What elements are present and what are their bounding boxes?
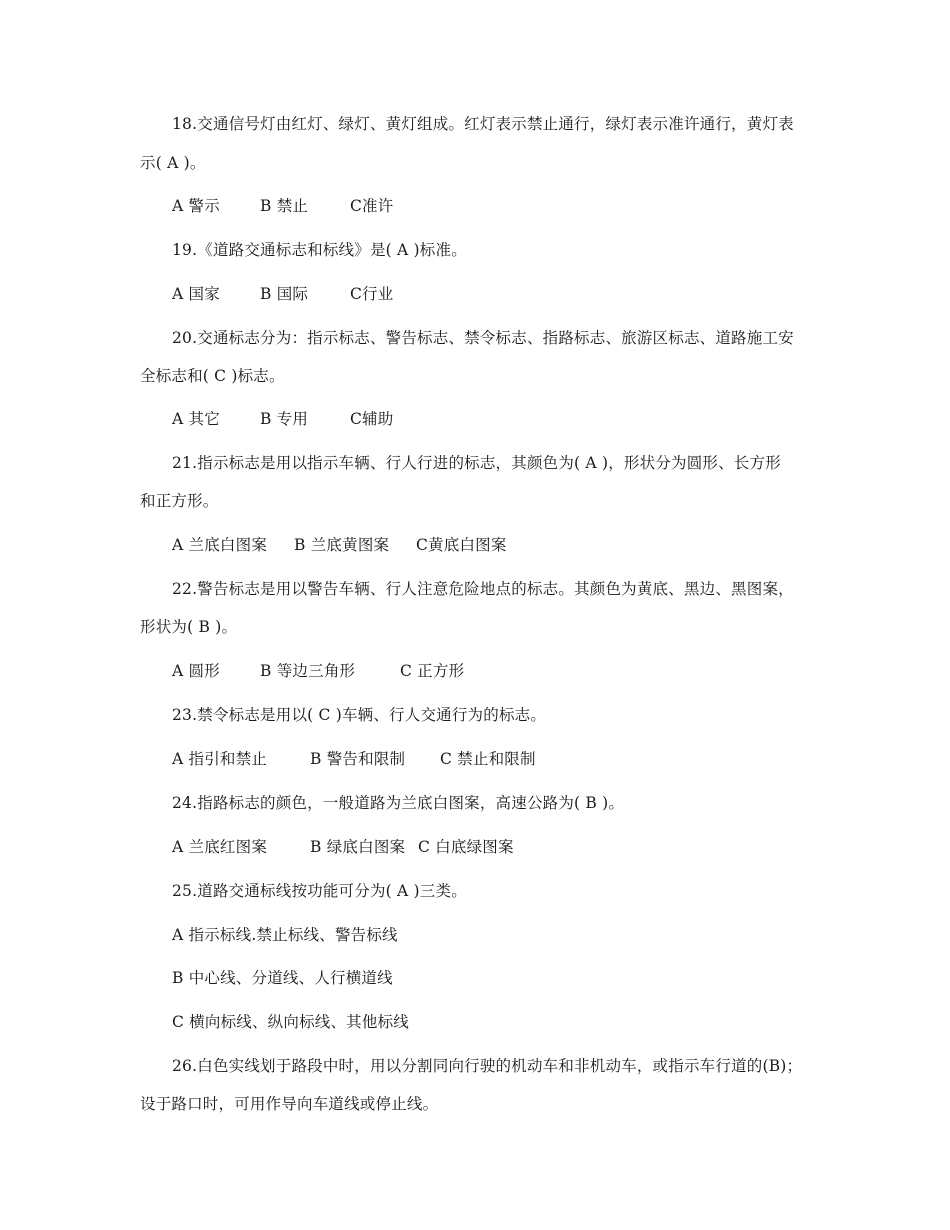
question-19-stem: 19.《道路交通标志和标线》是( A )标准。 (172, 241, 467, 259)
question-25-stem: 25.道路交通标线按功能可分为( A )三类。 (172, 882, 467, 900)
question-25-option-c: C 横向标线、纵向标线、其他标线 (172, 1013, 409, 1031)
question-22-options (172, 661, 464, 681)
option-c: C准许 (350, 197, 394, 215)
option-a: A 警示 (172, 197, 220, 215)
option-c: C黄底白图案 (416, 536, 507, 554)
question-25-option-a: A 指示标线.禁止标线、警告标线 (172, 926, 398, 944)
option-a: A 兰底红图案 (172, 838, 268, 856)
option-a: A 国家 (172, 285, 220, 303)
question-24-stem: 24.指路标志的颜色，一般道路为兰底白图案，高速公路为( B )。 (172, 794, 625, 812)
question-25-option-b: B 中心线、分道线、人行横道线 (172, 969, 393, 987)
question-26-stem: 26.白色实线划于路段中时，用以分割同向行驶的机动车和非机动车，或指示车行道的(B)； (172, 1057, 803, 1075)
option-a: A 指引和禁止 (172, 750, 268, 768)
question-21-stem-cont: 和正方形。 (140, 492, 219, 510)
question-18-stem: 18.交通信号灯由红灯、绿灯、黄灯组成。红灯表示禁止通行，绿灯表示准许通行，黄灯表 (172, 115, 794, 133)
question-22-stem: 22.警告标志是用以警告车辆、行人注意危险地点的标志。其颜色为黄底、黑边、黑图案， (172, 580, 794, 598)
question-18-options (172, 196, 393, 216)
question-20-stem: 20.交通标志分为：指示标志、警告标志、禁令标志、指路标志、旅游区标志、道路施工安 (172, 329, 794, 347)
option-b: B 专用 (260, 410, 309, 428)
option-c: C辅助 (350, 410, 394, 428)
question-22-stem-cont: 形状为( B )。 (140, 618, 238, 636)
option-b: B 国际 (260, 285, 309, 303)
option-c: C 白底绿图案 (418, 838, 514, 856)
question-24-options (172, 837, 514, 857)
question-19-options (172, 284, 393, 304)
option-a: A 兰底白图案 (172, 536, 268, 554)
option-a: A 圆形 (172, 662, 220, 680)
option-b: B 绿底白图案 (310, 838, 406, 856)
option-a: A 其它 (172, 410, 220, 428)
option-b: B 警告和限制 (310, 750, 406, 768)
question-18-stem-cont: 示( A )。 (140, 154, 206, 172)
option-c: C行业 (350, 285, 394, 303)
question-20-options (172, 409, 393, 429)
question-20-stem-cont: 全标志和( C )标志。 (140, 367, 285, 385)
option-c: C 禁止和限制 (440, 750, 536, 768)
option-b: B 禁止 (260, 197, 309, 215)
question-21-stem: 21.指示标志是用以指示车辆、行人行进的标志，其颜色为( A )，形状分为圆形、长方形 (172, 454, 781, 472)
option-b: B 等边三角形 (260, 662, 356, 680)
option-b: B 兰底黄图案 (294, 536, 390, 554)
question-21-options (172, 535, 507, 555)
question-23-stem: 23.禁令标志是用以( C )车辆、行人交通行为的标志。 (172, 706, 547, 724)
question-26-stem-cont: 设于路口时，可用作导向车道线或停止线。 (140, 1095, 439, 1113)
question-23-options (172, 749, 536, 769)
option-c: C 正方形 (400, 662, 465, 680)
